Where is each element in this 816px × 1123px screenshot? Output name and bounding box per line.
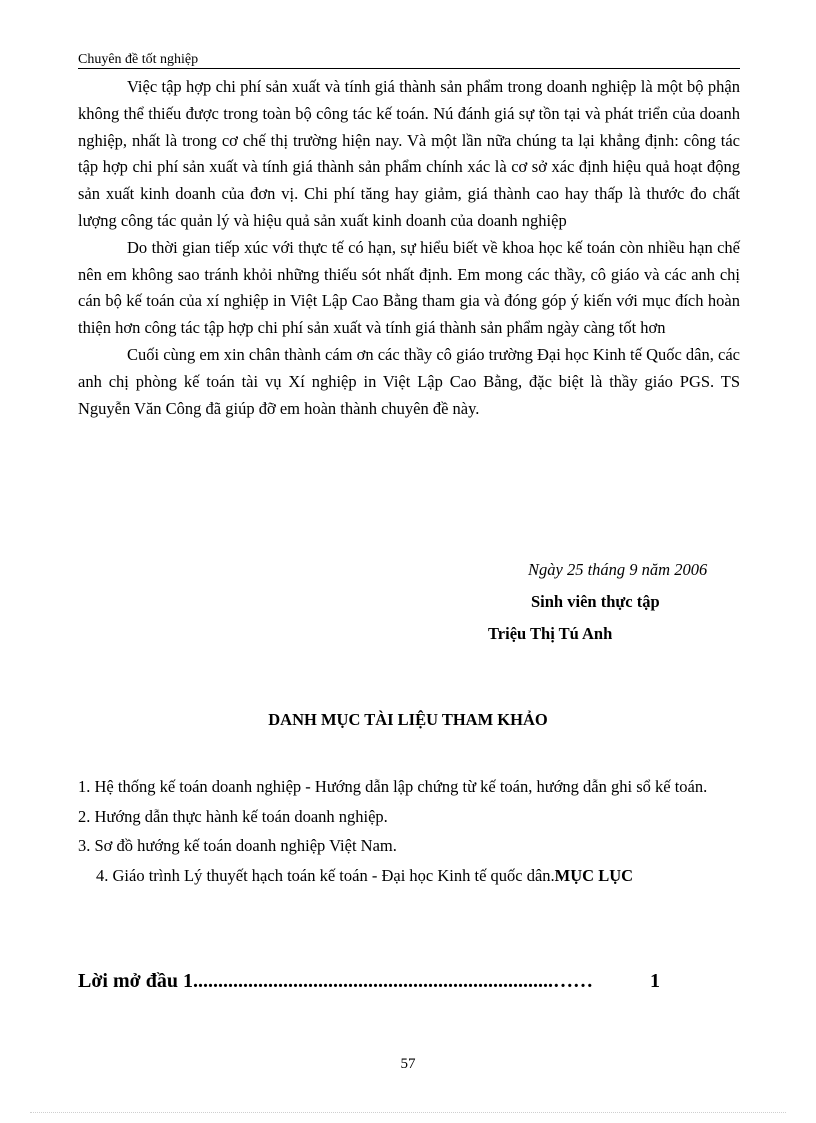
toc-entry-label: Lời mở đầu 1........................................................................……	[78, 970, 593, 992]
paragraph-thanks: Cuối cùng em xin chân thành cám ơn các thầy cô giáo trường Đại học Kinh tế Quốc dân, các anh chị phòng kế toán tài vụ Xí nghiệp in Việt Lập Cao Bằng, đặc biệt là thầy giáo PGS. TS Nguyễn Văn Công đã giúp đỡ em hoàn thành chuyên đề này.	[78, 344, 740, 418]
references-title: DANH MỤC TÀI LIỆU THAM KHẢO	[268, 710, 548, 729]
references-list	[78, 772, 740, 890]
signature-name: Triệu Thị Tú Anh	[488, 624, 613, 643]
reference-item: 2. Hướng dẫn thực hành kế toán doanh nghiệp.	[78, 806, 388, 826]
signature-role: Sinh viên thực tập	[531, 592, 660, 611]
reference-item	[78, 861, 740, 891]
toc-heading: MỤC LỤC	[554, 865, 634, 885]
paragraph-limitations: Do thời gian tiếp xúc với thực tế có hạn, sự hiểu biết về khoa học kế toán còn nhiều hạn chế nên em không sao tránh khỏi những thiếu sót nhất định. Em mong các thầy, cô giáo và các anh chị cán bộ kế toán của xí nghiệp in Việt Lập Cao Bằng tham gia và đóng góp ý kiến với mục đích hoàn thiện hơn công tác tập hợp chi phí sản xuất và tính giá thành sản phẩm ngày càng tốt hơn	[78, 237, 740, 338]
reference-item: 1. Hệ thống kế toán doanh nghiệp - Hướng dẫn lập chứng từ kế toán, hướng dẫn ghi sổ kế toán.	[78, 777, 708, 796]
paragraph-conclusion: Việc tập hợp chi phí sản xuất và tính giá thành sản phẩm trong doanh nghiệp là một bộ phận không thể thiếu được trong toàn bộ công tác kế toán. Nú đánh giá sự tồn tại và phát triển của doanh nghiệp, nhất là trong cơ chế thị trường hiện nay. Và một lần nữa chúng ta lại khẳng định: công tác tập hợp chi phí sản xuất và tính giá thành sản phẩm chính xác là cơ sở xác định hiệu quả hoạt động sản xuất kinh doanh của đơn vị. Chi phí tăng hay giảm, giá thành cao hay thấp là thước đo chất lượng công tác quản lý và hiệu quả sản xuất kinh doanh của doanh nghiệp	[78, 77, 740, 230]
header-title: Chuyên đề tốt nghiệp	[78, 52, 199, 67]
signature-date: Ngày 25 tháng 9 năm 2006	[528, 560, 708, 579]
page-header	[78, 51, 740, 69]
body-text	[78, 74, 740, 422]
toc-entry	[78, 970, 678, 993]
footer-divider	[30, 1112, 786, 1113]
reference-item-text: 4. Giáo trình Lý thuyết hạch toán kế toán - Đại học Kinh tế quốc dân.	[96, 865, 555, 885]
toc-entry-page: 1	[650, 970, 660, 992]
page-number: 57	[400, 1056, 416, 1072]
reference-item: 3. Sơ đồ hướng kế toán doanh nghiệp Việt Nam.	[78, 836, 397, 855]
